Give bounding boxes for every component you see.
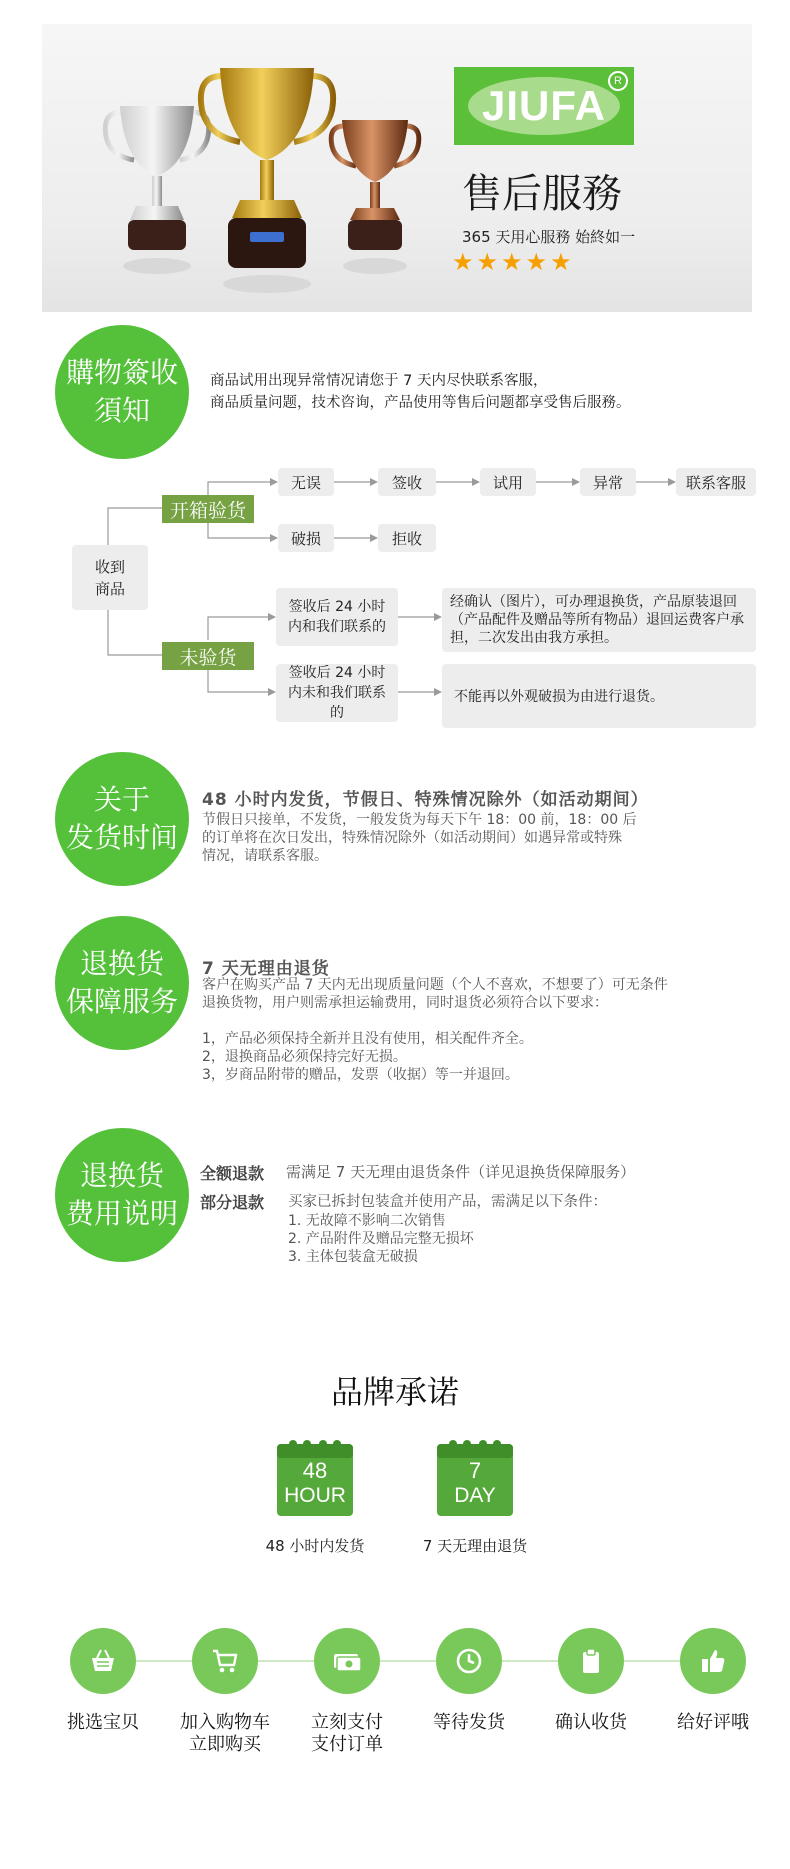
shipping-line3: 情况，请联系客服。 [202, 848, 328, 864]
exchange-circle-line2: 保障服务 [65, 985, 178, 1018]
calendar-7-number: 7 [468, 1458, 482, 1483]
flow-step-damaged: 破损 [278, 524, 334, 552]
step-basket-icon [70, 1628, 136, 1694]
flow-step-contact: 联系客服 [676, 468, 756, 496]
full-refund-label: 全额退款 [200, 1164, 265, 1183]
flow-step-correct: 无误 [278, 468, 334, 496]
flow-step-trial: 试用 [480, 468, 536, 496]
flow-unopened-after-result: 不能再以外观破损为由进行退货。 [442, 664, 756, 728]
logo-text: JIUFA [481, 82, 607, 129]
exchange-line2: 退换货物，用户则需承担运输费用，同时退货必须符合以下要求： [202, 995, 608, 1011]
partial-refund-label: 部分退款 [200, 1193, 265, 1212]
rating-stars-icon: ★★★★★ [452, 248, 575, 276]
partial-refund-text: 买家已拆封包装盒并使用产品，需满足以下条件： [288, 1194, 607, 1210]
step-label-review: 给好评哦 [677, 1712, 749, 1733]
shipping-line1: 节假日只接单，不发货，一般发货为每天下午 18：00 前，18：00 后 [202, 812, 637, 828]
step-label-wait: 等待发货 [433, 1712, 505, 1733]
exchange-circle-line1: 退换货 [79, 947, 164, 980]
banner-title: 售后服務 [462, 171, 622, 217]
exchange-rule-3: 3，岁商品附带的赠品，发票（收据）等一并退回。 [202, 1067, 519, 1083]
partial-condition-2: 2. 产品附件及赠品完整无损坏 [288, 1231, 474, 1247]
brand-promise-title: 品牌承诺 [330, 1373, 459, 1411]
calendar-48-hour-icon [277, 1436, 353, 1516]
step-label-cart: 加入购物车 立即购买 [180, 1712, 270, 1755]
purchase-line2: 商品质量问题，技术咨询，产品使用等售后问题都享受售后服務。 [210, 395, 631, 411]
fees-circle-line1: 退换货 [79, 1159, 164, 1192]
refund-fees-circle [55, 1128, 189, 1262]
flow-step-abnormal: 异常 [580, 468, 636, 496]
step-label-confirm: 确认收货 [555, 1712, 627, 1733]
step-money-icon [314, 1628, 380, 1694]
calendar-day-text: DAY [454, 1484, 496, 1507]
step-cart-icon [192, 1628, 258, 1694]
exchange-rule-1: 1，产品必须保持全新并且没有使用，相关配件齐全。 [202, 1031, 533, 1047]
step-clipboard-icon [558, 1628, 624, 1694]
shipping-line2: 的订单将在次日发出，特殊情况除外（如活动期间）如遇异常或特殊 [202, 830, 622, 846]
partial-condition-1: 1. 无故障不影响二次销售 [288, 1213, 446, 1229]
banner-subtitle: 365 天用心服務 始終如一 [462, 228, 636, 246]
exchange-heading: 7 天无理由退货 [202, 959, 330, 979]
shipping-circle [55, 752, 189, 886]
registered-mark: R [608, 71, 628, 91]
calendar-hour-text: HOUR [284, 1484, 346, 1507]
fees-circle-line2: 费用说明 [65, 1197, 178, 1230]
exchange-guarantee-circle [55, 916, 189, 1050]
shipping-heading: 48 小时内发货，节假日、特殊情况除外（如活动期间） [202, 790, 649, 810]
step-label-pay: 立刻支付 支付订单 [311, 1712, 383, 1755]
step-label-choose: 挑选宝贝 [67, 1712, 139, 1733]
shipping-circle-line2: 发货时间 [65, 821, 178, 854]
flow-step-sign: 签收 [378, 468, 436, 496]
flow-unopened-within-24h: 签收后 24 小时内和我们联系的 [276, 588, 398, 646]
exchange-line1: 客户在购买产品 7 天内无出现质量问题（个人不喜欢，不想要了）可无条件 [202, 977, 668, 993]
calendar-7-day-icon [437, 1436, 513, 1516]
brand-48-hour-label: 48 小时内发货 [265, 1537, 365, 1555]
flow-unopened-after-24h: 签收后 24 小时内未和我们联系的 [276, 664, 398, 722]
step-thumbs-up-icon [680, 1628, 746, 1694]
partial-condition-3: 3. 主体包装盒无破损 [288, 1249, 418, 1265]
brand-7-day-label: 7 天无理由退货 [422, 1537, 528, 1555]
flow-unopened-within-result: 经确认（图片），可办理退换货，产品原装退回（产品配件及赠品等所有物品）退回运费客户承担，二次发出由我方承担。 [442, 588, 756, 652]
flow-branch-open-inspect: 开箱验货 [162, 495, 254, 523]
exchange-rule-2: 2，退换商品必须保持完好无损。 [202, 1049, 407, 1065]
calendar-48-number: 48 [302, 1458, 328, 1483]
flow-branch-unopened: 未验货 [162, 642, 254, 670]
purchase-circle-line1: 購物簽收 [65, 356, 178, 389]
flow-step-reject: 拒收 [378, 524, 436, 552]
shipping-circle-line1: 关于 [93, 783, 150, 816]
purchase-circle-line2: 須知 [93, 394, 150, 427]
purchase-line1: 商品试用出现异常情况请您于 7 天内尽快联系客服， [210, 373, 548, 389]
flow-start-receive: 收到 商品 [72, 545, 148, 610]
full-refund-text: 需满足 7 天无理由退货条件（详见退换货保障服务） [286, 1163, 636, 1181]
step-clock-icon [436, 1628, 502, 1694]
